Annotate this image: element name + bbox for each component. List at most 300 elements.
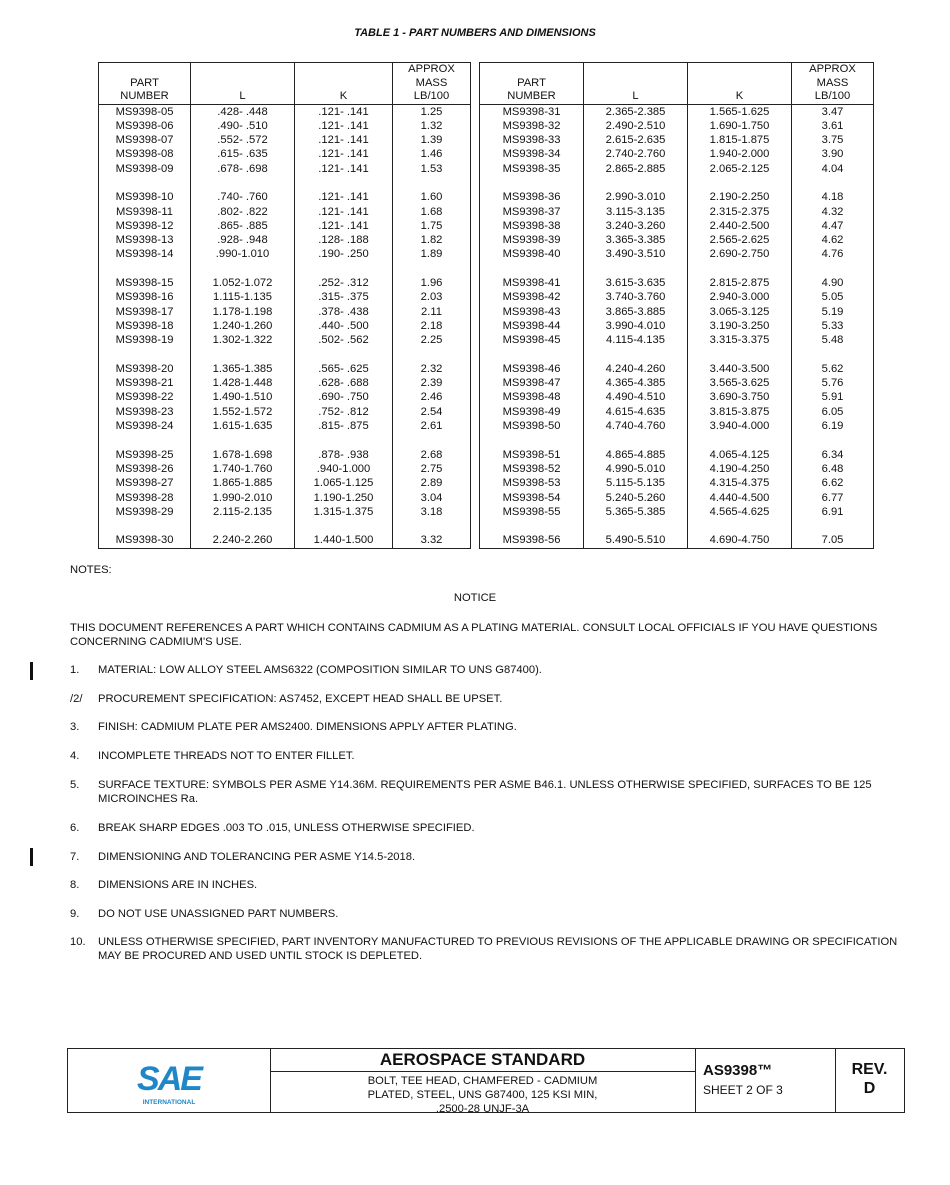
header-mass: APPROX MASS LB/100 [792, 63, 874, 105]
cell-mass: 2.25 [393, 333, 471, 347]
cell-l: .740- .760 [191, 190, 295, 204]
table-row [480, 133, 874, 147]
cell-part-number: MS9398-55 [480, 505, 584, 519]
cell-mass: 4.32 [792, 205, 874, 219]
cell-l: .678- .698 [191, 162, 295, 176]
logo-subtext: INTERNATIONAL [142, 1099, 196, 1106]
cell-mass: 5.62 [792, 362, 874, 376]
cell-k: 1.440-1.500 [295, 533, 393, 548]
table-row [99, 362, 471, 376]
table-row [99, 247, 471, 261]
cell-part-number: MS9398-51 [480, 448, 584, 462]
cell-mass: 5.05 [792, 290, 874, 304]
cell-l: 3.365-3.385 [584, 233, 688, 247]
cell-k: 3.315-3.375 [688, 333, 792, 347]
cell-k: .121- .141 [295, 162, 393, 176]
note-item: 3. FINISH: CADMIUM PLATE PER AMS2400. DIMENSIONS APPLY AFTER PLATING. [70, 721, 517, 733]
cell-part-number: MS9398-27 [99, 476, 191, 490]
header-l: L [191, 63, 295, 105]
notes-label: NOTES: [70, 564, 112, 576]
cell-l: 2.865-2.885 [584, 162, 688, 176]
cell-l: 2.740-2.760 [584, 147, 688, 161]
document-id [695, 1049, 836, 1112]
cell-l: 5.115-5.135 [584, 476, 688, 490]
table-row [480, 162, 874, 176]
table-title: TABLE 1 - PART NUMBERS AND DIMENSIONS [354, 27, 596, 39]
cell-mass: 6.62 [792, 476, 874, 490]
logo-wordmark: SAE [137, 1060, 201, 1098]
cell-l: 4.740-4.760 [584, 419, 688, 433]
table-row [99, 205, 471, 219]
cell-k: 1.815-1.875 [688, 133, 792, 147]
cell-k: 4.690-4.750 [688, 533, 792, 548]
cell-mass: 5.91 [792, 390, 874, 404]
cell-k: .940-1.000 [295, 462, 393, 476]
cell-mass: 1.39 [393, 133, 471, 147]
cell-mass: 7.05 [792, 533, 874, 548]
group-spacer [480, 262, 874, 276]
table-row [99, 190, 471, 204]
table-row [99, 319, 471, 333]
cell-k: .252- .312 [295, 276, 393, 290]
cell-l: 1.428-1.448 [191, 376, 295, 390]
cell-mass: 3.47 [792, 104, 874, 119]
table-row [99, 276, 471, 290]
cell-k: 3.690-3.750 [688, 390, 792, 404]
cell-k: .121- .141 [295, 205, 393, 219]
cell-part-number: MS9398-12 [99, 219, 191, 233]
cell-k: 3.065-3.125 [688, 305, 792, 319]
cell-l: 2.990-3.010 [584, 190, 688, 204]
table-row [480, 362, 874, 376]
table-row [99, 390, 471, 404]
revision [835, 1049, 904, 1112]
cell-part-number: MS9398-34 [480, 147, 584, 161]
cell-k: 4.065-4.125 [688, 448, 792, 462]
table-row [99, 119, 471, 133]
cell-mass: 6.77 [792, 491, 874, 505]
cell-part-number: MS9398-24 [99, 419, 191, 433]
group-spacer [480, 433, 874, 447]
cell-mass: 2.75 [393, 462, 471, 476]
notice-text: THIS DOCUMENT REFERENCES A PART WHICH CONTAINS CADMIUM AS A PLATING MATERIAL. CONSULT LOCAL OFFICIALS IF YOU HAVE QUESTIONS CONCERNING CADMIUM'S USE. [70, 622, 878, 648]
cell-mass: 3.75 [792, 133, 874, 147]
cell-mass: 4.47 [792, 219, 874, 233]
note-item: 10. UNLESS OTHERWISE SPECIFIED, PART INVENTORY MANUFACTURED TO PREVIOUS REVISIONS OF THE APPLICABLE DRAWING OR SPECIFICATION MAY BE PROCURED AND USED UNTIL STOCK IS DEPLETED. [70, 936, 898, 962]
cell-k: .121- .141 [295, 219, 393, 233]
table-row [99, 505, 471, 519]
cell-l: 5.240-5.260 [584, 491, 688, 505]
cell-k: .565- .625 [295, 362, 393, 376]
note-item: 7. DIMENSIONING AND TOLERANCING PER ASME Y14.5-2018. [70, 851, 416, 863]
cell-k: .121- .141 [295, 147, 393, 161]
cell-l: .928- .948 [191, 233, 295, 247]
cell-part-number: MS9398-48 [480, 390, 584, 404]
cell-mass: 6.05 [792, 405, 874, 419]
cell-part-number: MS9398-32 [480, 119, 584, 133]
cell-part-number: MS9398-10 [99, 190, 191, 204]
cell-mass: 2.03 [393, 290, 471, 304]
cell-part-number: MS9398-13 [99, 233, 191, 247]
note-item: 1. MATERIAL: LOW ALLOY STEEL AMS6322 (COMPOSITION SIMILAR TO UNS G87400). [70, 664, 542, 676]
cell-k: .502- .562 [295, 333, 393, 347]
cell-part-number: MS9398-41 [480, 276, 584, 290]
revision-bar [30, 662, 33, 680]
table-row [480, 219, 874, 233]
group-spacer [99, 433, 471, 447]
cell-part-number: MS9398-40 [480, 247, 584, 261]
title-description [270, 1049, 696, 1115]
cell-k: .440- .500 [295, 319, 393, 333]
table-row [99, 376, 471, 390]
cell-l: 2.490-2.510 [584, 119, 688, 133]
cell-part-number: MS9398-17 [99, 305, 191, 319]
cell-l: 3.865-3.885 [584, 305, 688, 319]
table-row [480, 233, 874, 247]
cell-k: .378- .438 [295, 305, 393, 319]
cell-k: .315- .375 [295, 290, 393, 304]
cell-l: 4.990-5.010 [584, 462, 688, 476]
cell-part-number: MS9398-21 [99, 376, 191, 390]
cell-mass: 4.90 [792, 276, 874, 290]
cell-part-number: MS9398-09 [99, 162, 191, 176]
table-row [480, 476, 874, 490]
table-row [480, 205, 874, 219]
cell-part-number: MS9398-06 [99, 119, 191, 133]
cell-l: .802- .822 [191, 205, 295, 219]
cell-l: 1.740-1.760 [191, 462, 295, 476]
cell-l: 1.365-1.385 [191, 362, 295, 376]
cell-mass: 1.68 [393, 205, 471, 219]
cell-part-number: MS9398-26 [99, 462, 191, 476]
note-item: 6. BREAK SHARP EDGES .003 TO .015, UNLESS OTHERWISE SPECIFIED. [70, 822, 475, 834]
group-spacer [99, 176, 471, 190]
cell-part-number: MS9398-38 [480, 219, 584, 233]
cell-mass: 1.32 [393, 119, 471, 133]
cell-part-number: MS9398-36 [480, 190, 584, 204]
cell-k: 3.190-3.250 [688, 319, 792, 333]
cell-part-number: MS9398-52 [480, 462, 584, 476]
cell-k: 4.315-4.375 [688, 476, 792, 490]
cell-mass: 2.61 [393, 419, 471, 433]
table-row [480, 376, 874, 390]
cell-mass: 1.82 [393, 233, 471, 247]
cell-part-number: MS9398-16 [99, 290, 191, 304]
part-table-left [98, 62, 471, 549]
cell-mass: 5.19 [792, 305, 874, 319]
table-row [99, 305, 471, 319]
cell-l: 1.178-1.198 [191, 305, 295, 319]
cell-mass: 1.46 [393, 147, 471, 161]
table-row [480, 104, 874, 119]
group-spacer [99, 519, 471, 533]
cell-l: 1.990-2.010 [191, 491, 295, 505]
part-table-right [479, 62, 874, 549]
table-row [480, 533, 874, 548]
cell-l: 1.615-1.635 [191, 419, 295, 433]
cell-l: .552- .572 [191, 133, 295, 147]
group-spacer [480, 519, 874, 533]
cell-part-number: MS9398-19 [99, 333, 191, 347]
cell-mass: 1.89 [393, 247, 471, 261]
cell-mass: 4.04 [792, 162, 874, 176]
cell-mass: 2.39 [393, 376, 471, 390]
cell-mass: 3.61 [792, 119, 874, 133]
revision-value: D [863, 1080, 876, 1097]
cell-k: 1.690-1.750 [688, 119, 792, 133]
table-row [99, 290, 471, 304]
standard-type: AEROSPACE STANDARD [270, 1049, 695, 1072]
table-row [99, 162, 471, 176]
cell-mass: 5.48 [792, 333, 874, 347]
cell-mass: 2.18 [393, 319, 471, 333]
table-row [99, 147, 471, 161]
cell-mass: 2.54 [393, 405, 471, 419]
cell-k: 3.565-3.625 [688, 376, 792, 390]
cell-mass: 6.34 [792, 448, 874, 462]
cell-k: 4.190-4.250 [688, 462, 792, 476]
cell-part-number: MS9398-33 [480, 133, 584, 147]
cell-l: 1.052-1.072 [191, 276, 295, 290]
cell-mass: 4.18 [792, 190, 874, 204]
cell-part-number: MS9398-49 [480, 405, 584, 419]
cell-l: 3.740-3.760 [584, 290, 688, 304]
cell-part-number: MS9398-47 [480, 376, 584, 390]
cell-part-number: MS9398-29 [99, 505, 191, 519]
group-spacer [480, 348, 874, 362]
table-row [99, 491, 471, 505]
cell-k: 3.440-3.500 [688, 362, 792, 376]
cell-k: .121- .141 [295, 104, 393, 119]
table-row [99, 219, 471, 233]
cell-mass: 3.04 [393, 491, 471, 505]
group-spacer [99, 348, 471, 362]
cell-k: 1.065-1.125 [295, 476, 393, 490]
header-l: L [584, 63, 688, 105]
cell-l: 2.115-2.135 [191, 505, 295, 519]
table-row [99, 476, 471, 490]
table-row [480, 419, 874, 433]
cell-part-number: MS9398-35 [480, 162, 584, 176]
note-item: /2/ PROCUREMENT SPECIFICATION: AS7452, EXCEPT HEAD SHALL BE UPSET. [70, 693, 503, 705]
cell-part-number: MS9398-15 [99, 276, 191, 290]
cell-part-number: MS9398-45 [480, 333, 584, 347]
cell-l: 4.865-4.885 [584, 448, 688, 462]
note-item: 9. DO NOT USE UNASSIGNED PART NUMBERS. [70, 908, 339, 920]
table-row [480, 290, 874, 304]
table-row [99, 333, 471, 347]
revision-bar [30, 848, 33, 866]
note-item: 8. DIMENSIONS ARE IN INCHES. [70, 879, 258, 891]
title-block [67, 1048, 905, 1113]
cell-part-number: MS9398-31 [480, 104, 584, 119]
cell-k: 3.940-4.000 [688, 419, 792, 433]
table-row [99, 533, 471, 548]
cell-l: .490- .510 [191, 119, 295, 133]
cell-k: 3.815-3.875 [688, 405, 792, 419]
table-row [99, 419, 471, 433]
document-number: AS9398™ [703, 1062, 773, 1079]
cell-part-number: MS9398-07 [99, 133, 191, 147]
table-row [480, 119, 874, 133]
cell-l: 2.365-2.385 [584, 104, 688, 119]
header-mass: APPROX MASS LB/100 [393, 63, 471, 105]
cell-l: 4.240-4.260 [584, 362, 688, 376]
cell-mass: 6.48 [792, 462, 874, 476]
note-item: 5. SURFACE TEXTURE: SYMBOLS PER ASME Y14.36M. REQUIREMENTS PER ASME B46.1. UNLESS OTHERWISE SPECIFIED, SURFACES TO BE 125 MICROINCHES Ra. [70, 779, 872, 805]
cell-k: 4.565-4.625 [688, 505, 792, 519]
cell-mass: 6.19 [792, 419, 874, 433]
cell-part-number: MS9398-23 [99, 405, 191, 419]
cell-mass: 3.18 [393, 505, 471, 519]
table-row [480, 333, 874, 347]
table-row [480, 276, 874, 290]
table-row [480, 448, 874, 462]
cell-k: .752- .812 [295, 405, 393, 419]
cell-k: 2.565-2.625 [688, 233, 792, 247]
cell-l: 2.240-2.260 [191, 533, 295, 548]
cell-l: 4.115-4.135 [584, 333, 688, 347]
table-row [99, 448, 471, 462]
cell-k: 2.190-2.250 [688, 190, 792, 204]
cell-mass: 3.90 [792, 147, 874, 161]
cell-part-number: MS9398-44 [480, 319, 584, 333]
table-row [480, 247, 874, 261]
cell-k: .121- .141 [295, 119, 393, 133]
cell-l: 1.678-1.698 [191, 448, 295, 462]
notice-title: NOTICE [453, 592, 497, 604]
cell-part-number: MS9398-37 [480, 205, 584, 219]
cell-mass: 4.62 [792, 233, 874, 247]
cell-part-number: MS9398-53 [480, 476, 584, 490]
cell-k: .815- .875 [295, 419, 393, 433]
header-k: K [688, 63, 792, 105]
table-row [480, 147, 874, 161]
cell-k: 1.940-2.000 [688, 147, 792, 161]
table-row [99, 104, 471, 119]
cell-l: 1.865-1.885 [191, 476, 295, 490]
table-row [99, 405, 471, 419]
table-row [99, 133, 471, 147]
table-row [480, 505, 874, 519]
cell-l: 3.490-3.510 [584, 247, 688, 261]
cell-mass: 5.76 [792, 376, 874, 390]
cell-l: 3.615-3.635 [584, 276, 688, 290]
cell-mass: 2.11 [393, 305, 471, 319]
header-k: K [295, 63, 393, 105]
cell-mass: 2.68 [393, 448, 471, 462]
cell-part-number: MS9398-50 [480, 419, 584, 433]
cell-part-number: MS9398-05 [99, 104, 191, 119]
table-row [480, 319, 874, 333]
cell-part-number: MS9398-08 [99, 147, 191, 161]
cell-mass: 3.32 [393, 533, 471, 548]
cell-l: 1.115-1.135 [191, 290, 295, 304]
group-spacer [99, 262, 471, 276]
cell-part-number: MS9398-25 [99, 448, 191, 462]
cell-k: 2.690-2.750 [688, 247, 792, 261]
cell-mass: 2.32 [393, 362, 471, 376]
table-row [480, 190, 874, 204]
cell-part-number: MS9398-18 [99, 319, 191, 333]
cell-part-number: MS9398-43 [480, 305, 584, 319]
cell-mass: 1.60 [393, 190, 471, 204]
cell-k: 1.565-1.625 [688, 104, 792, 119]
table-row [480, 305, 874, 319]
header-part-number: PART NUMBER [480, 63, 584, 105]
cell-part-number: MS9398-39 [480, 233, 584, 247]
cell-k: 1.315-1.375 [295, 505, 393, 519]
cell-mass: 1.25 [393, 104, 471, 119]
cell-k: .121- .141 [295, 190, 393, 204]
cell-part-number: MS9398-14 [99, 247, 191, 261]
cell-part-number: MS9398-22 [99, 390, 191, 404]
cell-l: 1.552-1.572 [191, 405, 295, 419]
table-row [480, 462, 874, 476]
cell-k: 2.815-2.875 [688, 276, 792, 290]
cell-l: 1.240-1.260 [191, 319, 295, 333]
cell-part-number: MS9398-20 [99, 362, 191, 376]
cell-k: 1.190-1.250 [295, 491, 393, 505]
sheet-number: SHEET 2 OF 3 [703, 1083, 783, 1097]
cell-k: 2.440-2.500 [688, 219, 792, 233]
cell-l: .865- .885 [191, 219, 295, 233]
cell-l: 3.240-3.260 [584, 219, 688, 233]
cell-k: .690- .750 [295, 390, 393, 404]
cell-k: 2.940-3.000 [688, 290, 792, 304]
cell-mass: 2.46 [393, 390, 471, 404]
cell-l: 4.490-4.510 [584, 390, 688, 404]
cell-part-number: MS9398-30 [99, 533, 191, 548]
cell-k: 2.315-2.375 [688, 205, 792, 219]
cell-l: 3.115-3.135 [584, 205, 688, 219]
cell-k: .878- .938 [295, 448, 393, 462]
cell-part-number: MS9398-54 [480, 491, 584, 505]
cell-mass: 1.75 [393, 219, 471, 233]
cell-k: 2.065-2.125 [688, 162, 792, 176]
table-row [480, 390, 874, 404]
cell-k: 4.440-4.500 [688, 491, 792, 505]
cell-part-number: MS9398-46 [480, 362, 584, 376]
cell-l: .428- .448 [191, 104, 295, 119]
cell-mass: 5.33 [792, 319, 874, 333]
cell-l: .990-1.010 [191, 247, 295, 261]
table-row [480, 405, 874, 419]
cell-l: 4.615-4.635 [584, 405, 688, 419]
cell-l: 3.990-4.010 [584, 319, 688, 333]
cell-mass: 4.76 [792, 247, 874, 261]
cell-part-number: MS9398-42 [480, 290, 584, 304]
sae-logo [68, 1049, 271, 1112]
table-row [99, 462, 471, 476]
cell-mass: 2.89 [393, 476, 471, 490]
cell-l: 1.490-1.510 [191, 390, 295, 404]
table-row [99, 233, 471, 247]
cell-k: .128- .188 [295, 233, 393, 247]
cell-mass: 1.96 [393, 276, 471, 290]
cell-l: 2.615-2.635 [584, 133, 688, 147]
cell-mass: 6.91 [792, 505, 874, 519]
revision-label: REV. [851, 1061, 888, 1078]
table-row [480, 491, 874, 505]
group-spacer [480, 176, 874, 190]
cell-l: .615- .635 [191, 147, 295, 161]
cell-l: 5.490-5.510 [584, 533, 688, 548]
cell-l: 5.365-5.385 [584, 505, 688, 519]
cell-l: 4.365-4.385 [584, 376, 688, 390]
part-description: BOLT, TEE HEAD, CHAMFERED - CADMIUM PLATED, STEEL, UNS G87400, 125 KSI MIN, .2500-28 UNJF-3A [367, 1075, 598, 1115]
note-item: 4. INCOMPLETE THREADS NOT TO ENTER FILLET. [70, 750, 355, 762]
